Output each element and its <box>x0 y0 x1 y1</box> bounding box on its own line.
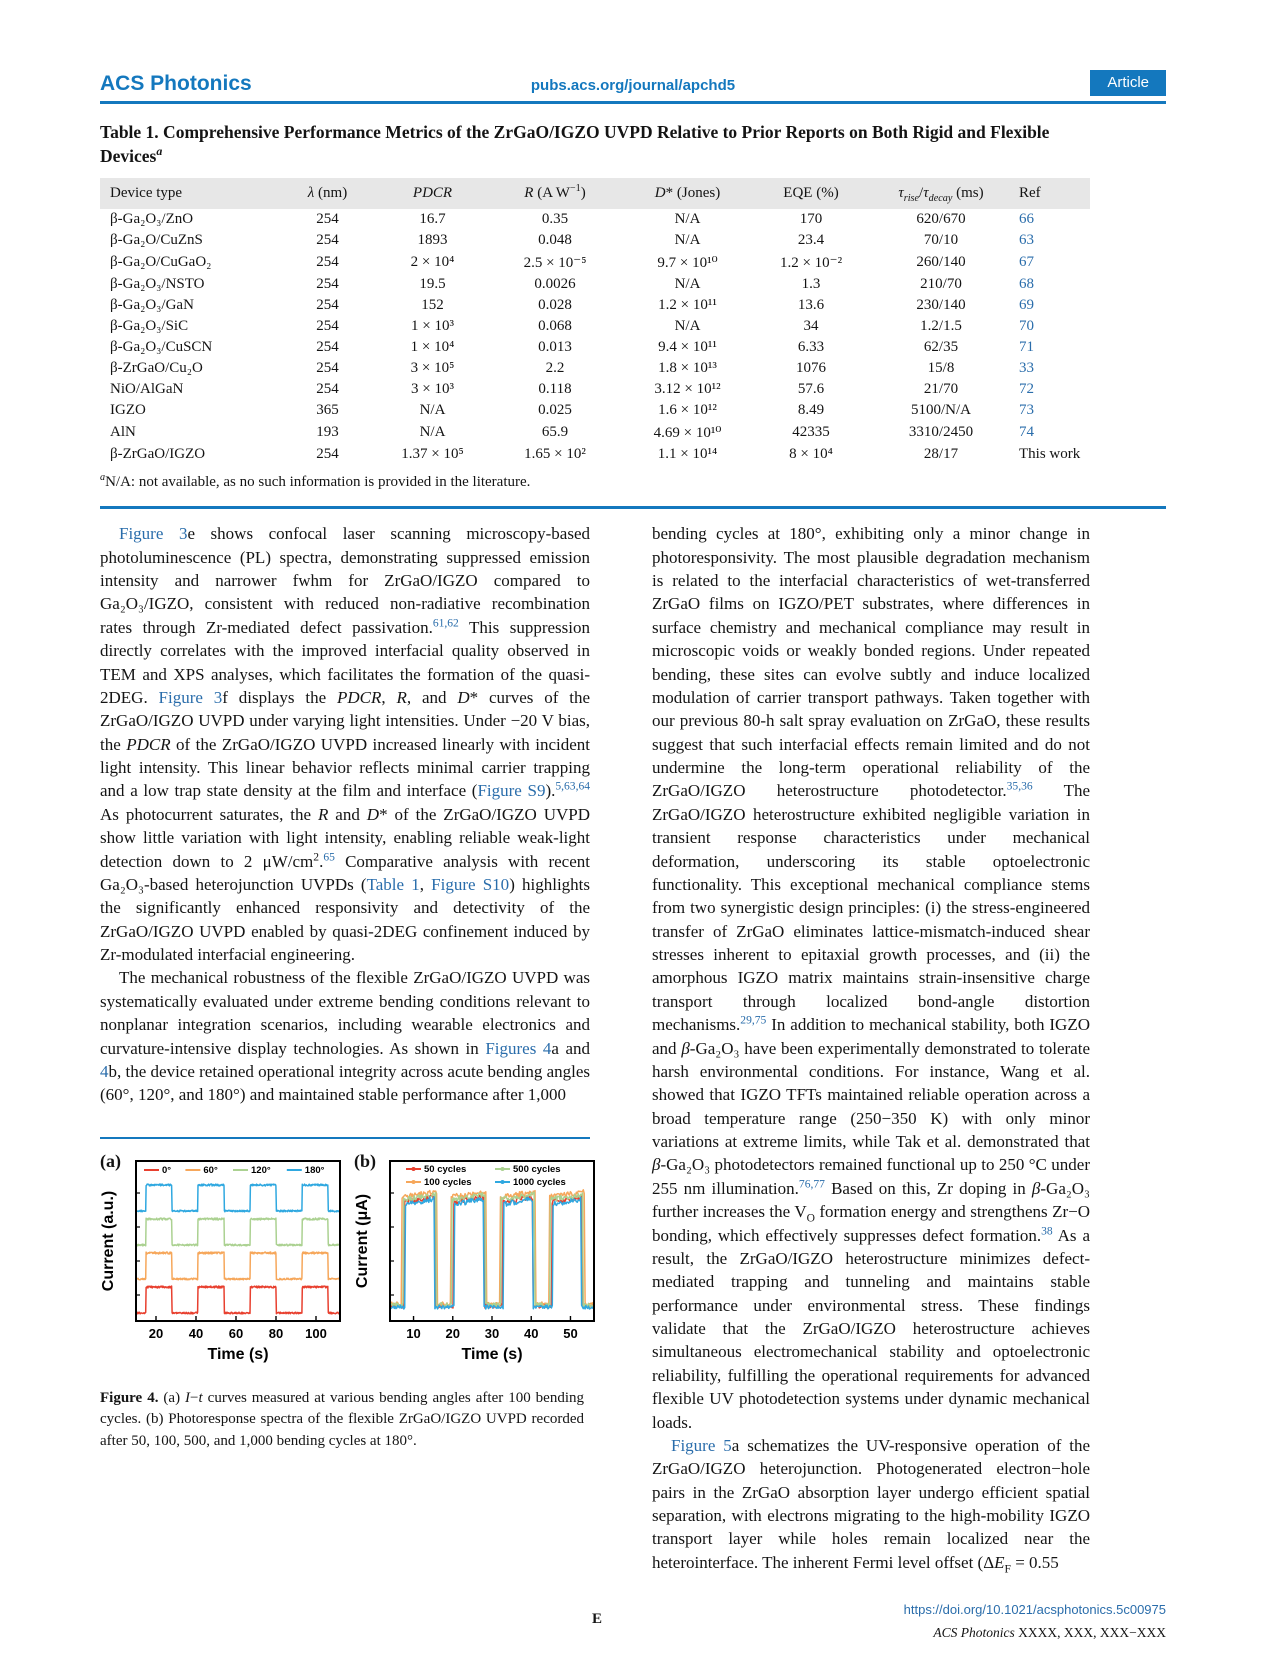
device-type-cell: β-Ga₂O₃/SiC <box>110 318 189 335</box>
figure-top-rule <box>100 1137 590 1140</box>
value-cell: 8 × 10⁴ <box>789 446 833 463</box>
value-cell: 1.8 × 10¹³ <box>658 360 717 377</box>
value-cell: 6.33 <box>797 339 825 356</box>
device-type-cell: AlN <box>110 424 136 441</box>
column-header: Device type <box>110 185 183 202</box>
page-number: E <box>592 1611 603 1627</box>
device-type-cell: NiO/AlGaN <box>110 381 184 398</box>
value-cell: 8.49 <box>797 402 825 419</box>
device-type-cell: β-Ga₂O/CuZnS <box>110 232 203 249</box>
article-type-badge: Article <box>1090 70 1166 96</box>
value-cell: 1.1 × 10¹⁴ <box>657 446 718 463</box>
value-cell: 19.5 <box>419 276 446 293</box>
value-cell: 254 <box>316 339 339 356</box>
performance-table <box>100 178 1090 465</box>
table-footnote <box>100 474 1166 491</box>
value-cell: 3.12 × 10¹² <box>654 381 721 398</box>
svg-text:30: 30 <box>484 1326 500 1342</box>
value-cell: 0.35 <box>541 211 569 228</box>
svg-text:Current (μA): Current (μA) <box>354 1194 371 1289</box>
table-row <box>100 295 1090 316</box>
device-type-cell: β-Ga₂O₃/GaN <box>110 297 194 314</box>
ref-citation[interactable]: 61,62 <box>432 616 459 630</box>
value-cell: 3310/2450 <box>908 424 974 441</box>
value-cell: 254 <box>316 360 339 377</box>
value-cell: 70/10 <box>923 232 959 249</box>
value-cell: 170 <box>799 211 823 228</box>
value-cell: N/A <box>674 276 701 293</box>
value-cell: 230/140 <box>916 297 966 314</box>
ref-citation[interactable]: 65 <box>323 849 335 863</box>
ref-link[interactable]: 67 <box>1019 254 1034 271</box>
svg-text:60: 60 <box>228 1326 244 1342</box>
ref-link[interactable]: 72 <box>1019 381 1034 398</box>
value-cell: 210/70 <box>920 276 962 293</box>
svg-text:20: 20 <box>445 1326 461 1342</box>
table-row <box>100 400 1090 421</box>
value-cell: 34 <box>803 318 819 335</box>
value-cell: 13.6 <box>797 297 825 314</box>
ref-text: This work <box>1019 446 1081 463</box>
ref-citation[interactable]: 38 <box>1041 1223 1053 1237</box>
value-cell: 0.068 <box>538 318 572 335</box>
body-paragraph-3: bending cycles at 180°, exhibiting only a minor change in photoresponsivity. The most plausible degradation mechanism is related to the interfacial characteristics of wet-transferred ZrGaO films on IGZO/PET substrates, where differences in surface chemistry and mechanical compliance may result in microscopic voids or weakly bonded regions. Under repeated bending, these sites can evolve subtly and induce localized modulation of carrier transport pathways. Taken together with our previous 80-h salt spray evaluation on ZrGaO, these results suggest that such interfacial effects remain limited and do not undermine the long-term operational reliability of the ZrGaO/IGZO heterostructure photodetector.$^{35,36}$ The ZrGaO/IGZO heterostructure exhibited negligible variation in transient response characteristics under mechanical deformation, underscoring its stable optoelectronic functionality. This exceptional mechanical compliance stems from two synergistic design principles: (i) the stress-engineered transfer of ZrGaO eliminates lattice-mismatch-induced shear stresses inherent to epitaxial growth processes, and (ii) the amorphous IGZO matrix maintains strain-insensitive charge transport through localized bond-angle distortion mechanisms.$^{29,75}$ In addition to mechanical stability, both IGZO and β-Ga₂O₃ have been experimentally demonstrated to tolerate harsh environmental conditions. For instance, Wang et al. showed that IGZO TFTs maintained reliable operation across a broad temperature range (250−350 K) with only minor variations at extreme limits, while Tak et al. demonstrated that β-Ga₂O₃ photodetectors remained functional up to 250 °C under 255 nm illumination.$^{76,77}$ Based on this, Zr doping in β-Ga₂O₃ further increases the $V_O$ formation energy and strengthens Zr−O bonding, which effectively suppresses defect formation.$^{38}$ As a result, the ZrGaO/IGZO heterostructure minimizes defect-mediated trapping and tunneling and maintains stable performance under environmental stress. These findings validate that the ZrGaO/IGZO heterostructure achieves simultaneous electromechanical stability and optoelectronic reliability, fulfilling the operational requirements for advanced flexible UV photodetection systems under dynamic mechanical loads. <box>652 524 1090 1432</box>
value-cell: 62/35 <box>923 339 959 356</box>
value-cell: 2.2 <box>545 360 565 377</box>
header-rule <box>100 101 1166 104</box>
table-body <box>100 209 1090 465</box>
footnote-marker: a <box>100 472 106 484</box>
table-row <box>100 230 1090 251</box>
value-cell: 0.048 <box>538 232 572 249</box>
ref-link[interactable]: 69 <box>1019 297 1034 314</box>
left-column <box>100 522 590 1452</box>
inline-link[interactable]: Figure 3 <box>119 524 188 544</box>
ref-citation[interactable]: 76,77 <box>798 1177 825 1191</box>
value-cell: 152 <box>421 297 444 314</box>
value-cell: 15/8 <box>927 360 955 377</box>
citation-journal: ACS Photonics <box>933 1624 1015 1640</box>
inline-link[interactable]: Table 1 <box>366 874 420 894</box>
ref-link[interactable]: 66 <box>1019 211 1034 228</box>
value-cell: 1.2/1.5 <box>920 318 962 335</box>
value-cell: 1 × 10³ <box>411 318 454 335</box>
value-cell: 3 × 10⁵ <box>410 360 455 377</box>
ref-citation[interactable]: 35,36 <box>1006 779 1033 793</box>
panel-a-label: (a) <box>100 1151 121 1172</box>
value-cell: 4.69 × 10¹⁰ <box>653 425 722 442</box>
svg-text:0°: 0° <box>162 1165 172 1177</box>
body-paragraph-4: Figure 5a schematizes the UV-responsive operation of the ZrGaO/IGZO heterojunction. Photogenerated electron−hole pairs in the ZrGaO absorption layer undergo efficient spatial separation, with electrons migrating to the high-mobility IGZO transport layer while holes remain localized near the heterointerface. The inherent Fermi level offset ($\Delta E_F = 0.55$ <box>652 1435 1091 1576</box>
value-cell: 28/17 <box>923 446 959 463</box>
value-cell: 365 <box>316 402 339 419</box>
column-header: Ref <box>1019 185 1041 202</box>
svg-text:50: 50 <box>563 1326 578 1342</box>
svg-text:40: 40 <box>188 1326 204 1342</box>
table-row <box>100 358 1090 379</box>
value-cell: 1.2 × 10⁻² <box>779 255 843 272</box>
page-header <box>100 70 1166 101</box>
value-cell: N/A <box>419 424 446 441</box>
device-type-cell: IGZO <box>110 402 146 419</box>
value-cell: 21/70 <box>923 381 959 398</box>
value-cell: 0.118 <box>538 381 572 398</box>
value-cell: 254 <box>316 446 339 463</box>
svg-text:Time (s): Time (s) <box>207 1346 269 1364</box>
value-cell: 260/140 <box>916 254 966 271</box>
svg-text:1000 cycles: 1000 cycles <box>513 1177 566 1189</box>
svg-text:120°: 120° <box>251 1165 271 1177</box>
value-cell: 254 <box>316 232 339 249</box>
value-cell: 254 <box>316 318 339 335</box>
panel-b-chart <box>354 1153 600 1365</box>
body-columns <box>100 522 1166 1574</box>
table-row <box>100 337 1090 358</box>
figure4-panel-b <box>354 1153 600 1370</box>
value-cell: 0.0026 <box>534 276 576 293</box>
column-header: PDCR <box>412 185 453 202</box>
table-caption: Table 1. Comprehensive Performance Metrics of the ZrGaO/IGZO UVPD Relative to Prior Reports on Both Rigid and Flexible Devices$^a$ <box>100 122 1050 167</box>
svg-text:100: 100 <box>305 1326 327 1342</box>
value-cell: 254 <box>316 297 339 314</box>
value-cell: 2.5 × 10⁻⁵ <box>523 255 587 272</box>
column-header: R (A $W^{-1}$) <box>524 183 586 202</box>
table-row <box>100 209 1090 230</box>
svg-text:80: 80 <box>268 1326 284 1342</box>
value-cell: N/A <box>674 318 701 335</box>
doi-link[interactable]: https://doi.org/10.1021/acsphotonics.5c00975 <box>903 1602 1166 1617</box>
citation-line <box>933 1625 1166 1640</box>
figure-caption: Figure 4. (a) I−t curves measured at various bending angles after 100 bending cycles. (b) Photoresponse spectra of the flexible ZrGaO/IGZO UVPD recorded after 50, 100, 500, and 1,000 bending cycles at 180°. <box>100 1390 584 1449</box>
svg-text:60°: 60° <box>203 1165 218 1177</box>
device-type-cell: β-Ga₂O/CuGaO₂ <box>110 254 212 271</box>
inline-link[interactable]: Figure 3 <box>158 687 223 707</box>
svg-text:180°: 180° <box>304 1165 325 1177</box>
value-cell: N/A <box>674 211 701 228</box>
table-row <box>100 421 1090 444</box>
panel-b-label: (b) <box>354 1151 376 1172</box>
value-cell: 1 × 10⁴ <box>410 339 455 356</box>
inline-link[interactable]: Figure S10 <box>431 874 510 894</box>
value-cell: 2 × 10⁴ <box>410 254 455 271</box>
svg-text:50 cycles: 50 cycles <box>424 1164 467 1176</box>
ref-citation[interactable]: 5,63,64 <box>555 779 591 793</box>
body-paragraph-1: Figure 3e shows confocal laser scanning microscopy-based photoluminescence (PL) spectra, demonstrating suppressed emission intensity and narrower fwhm for ZrGaO/IGZO compared to Ga₂O₃/IGZO, consistent with reduced non-radiative recombination rates through Zr-mediated defect passivation.$^{61,62}$ This suppression directly correlates with the improved interfacial quality observed in TEM and XPS analyses, which facilitates the formation of the quasi-2DEG. Figure 3f displays the PDCR, R, and D* curves of the ZrGaO/IGZO UVPD under varying light intensities. Under −20 V bias, the PDCR of the ZrGaO/IGZO UVPD increased linearly with incident light intensity. This linear behavior reflects minimal carrier trapping and a low trap state density at the film and interface (Figure S9).$^{5,63,64}$ As photocurrent saturates, the R and D* of the ZrGaO/IGZO UVPD show little variation with light intensity, enabling reliable weak-light detection down to 2 $\mu W/cm^2.^{65}$ Comparative analysis with recent Ga₂O₃-based heterojunction UVPDs (Table 1, Figure S10) highlights the significantly enhanced responsivity and detectivity of the ZrGaO/IGZO UVPD enabled by quasi-2DEG confinement induced by Zr-modulated interfacial engineering. <box>100 524 591 965</box>
column-header: D* (Jones) <box>654 185 721 202</box>
table-header <box>100 178 1090 209</box>
table-row <box>100 251 1090 274</box>
footnote-text: N/A: not available, as no such information is provided in the literature. <box>105 474 531 491</box>
inline-link[interactable]: Figure S9 <box>477 781 546 801</box>
value-cell: 254 <box>316 276 339 293</box>
value-cell: 5100/N/A <box>911 402 971 419</box>
ref-link[interactable]: 74 <box>1019 424 1034 441</box>
value-cell: 1.6 × 10¹² <box>658 402 717 419</box>
ref-citation[interactable]: 29,75 <box>740 1013 767 1027</box>
value-cell: 3 × 10³ <box>411 381 454 398</box>
panel-a-chart <box>100 1153 346 1365</box>
value-cell: 23.4 <box>797 232 825 249</box>
ref-link[interactable]: 73 <box>1019 402 1034 419</box>
value-cell: 254 <box>316 381 339 398</box>
section-rule <box>100 506 1166 509</box>
value-cell: 620/670 <box>916 211 966 228</box>
value-cell: 1.3 <box>801 276 821 293</box>
svg-text:10: 10 <box>406 1326 421 1342</box>
inline-link[interactable]: Figures 4 <box>485 1038 552 1058</box>
value-cell: 42335 <box>792 424 830 441</box>
value-cell: 0.025 <box>538 402 572 419</box>
page-footer <box>100 1599 1166 1643</box>
ref-link[interactable]: 33 <box>1019 360 1034 377</box>
journal-url-link[interactable]: pubs.acs.org/journal/apchd5 <box>530 77 736 94</box>
figure4-panel-a <box>100 1153 346 1370</box>
ref-link[interactable]: 70 <box>1019 318 1034 335</box>
svg-text:Time (s): Time (s) <box>461 1346 523 1364</box>
device-type-cell: β-Ga₂O₃/CuSCN <box>110 339 213 356</box>
ref-link[interactable]: 68 <box>1019 276 1034 293</box>
value-cell: 9.7 × 10¹⁰ <box>657 255 718 272</box>
value-cell: N/A <box>674 232 701 249</box>
value-cell: 65.9 <box>541 424 569 441</box>
value-cell: 1893 <box>417 232 448 249</box>
value-cell: 16.7 <box>419 211 446 228</box>
device-type-cell: β-Ga₂O₃/NSTO <box>110 276 205 293</box>
value-cell: 0.028 <box>538 297 572 314</box>
value-cell: 1.37 × 10⁵ <box>401 446 464 463</box>
value-cell: 1076 <box>796 360 826 377</box>
value-cell: 193 <box>316 424 339 441</box>
column-header: EQE (%) <box>783 185 839 202</box>
value-cell: N/A <box>419 402 446 419</box>
table-row <box>100 379 1090 400</box>
table-row <box>100 444 1090 465</box>
svg-text:500 cycles: 500 cycles <box>513 1164 561 1176</box>
svg-text:100 cycles: 100 cycles <box>424 1177 472 1189</box>
value-cell: 9.4 × 10¹¹ <box>658 339 717 356</box>
value-cell: 1.2 × 10¹¹ <box>658 297 717 314</box>
value-cell: 254 <box>316 254 339 271</box>
citation-volume: XXXX, XXX, XXX−XXX <box>1014 1624 1166 1640</box>
column-header: λ (nm) <box>307 185 348 202</box>
inline-link[interactable]: Figure 5 <box>671 1435 732 1455</box>
svg-text:20: 20 <box>148 1326 164 1342</box>
figure-4 <box>100 1137 590 1452</box>
table-row <box>100 274 1090 295</box>
ref-link[interactable]: 63 <box>1019 232 1034 249</box>
citation-block <box>904 1599 1166 1644</box>
right-column <box>652 522 1090 1574</box>
svg-text:Current (a.u.): Current (a.u.) <box>100 1190 117 1292</box>
value-cell: 57.6 <box>797 381 825 398</box>
body-paragraph-2: The mechanical robustness of the flexible ZrGaO/IGZO UVPD was systematically evaluated under extreme bending conditions relevant to nonplanar integration scenarios, including wearable electronics and curvature-intensive display technologies. As shown in Figures 4a and 4b, the device retained operational integrity across acute bending angles (60°, 120°, and 180°) and maintained stable performance after 1,000 <box>100 968 591 1105</box>
column-header: $\tau_{rise}/\tau_{decay}$ (ms) <box>898 185 984 205</box>
device-type-cell: β-ZrGaO/IGZO <box>110 446 206 463</box>
device-type-cell: β-ZrGaO/Cu₂O <box>110 360 203 377</box>
svg-text:40: 40 <box>523 1326 539 1342</box>
ref-link[interactable]: 71 <box>1019 339 1034 356</box>
device-type-cell: β-Ga₂O₃/ZnO <box>110 211 194 228</box>
journal-name: ACS Photonics <box>100 72 252 95</box>
value-cell: 1.65 × 10² <box>524 446 586 463</box>
value-cell: 0.013 <box>538 339 572 356</box>
figure-panels <box>100 1153 590 1370</box>
value-cell: 254 <box>316 211 339 228</box>
table-row <box>100 316 1090 337</box>
inline-link[interactable]: 4 <box>100 1061 109 1081</box>
